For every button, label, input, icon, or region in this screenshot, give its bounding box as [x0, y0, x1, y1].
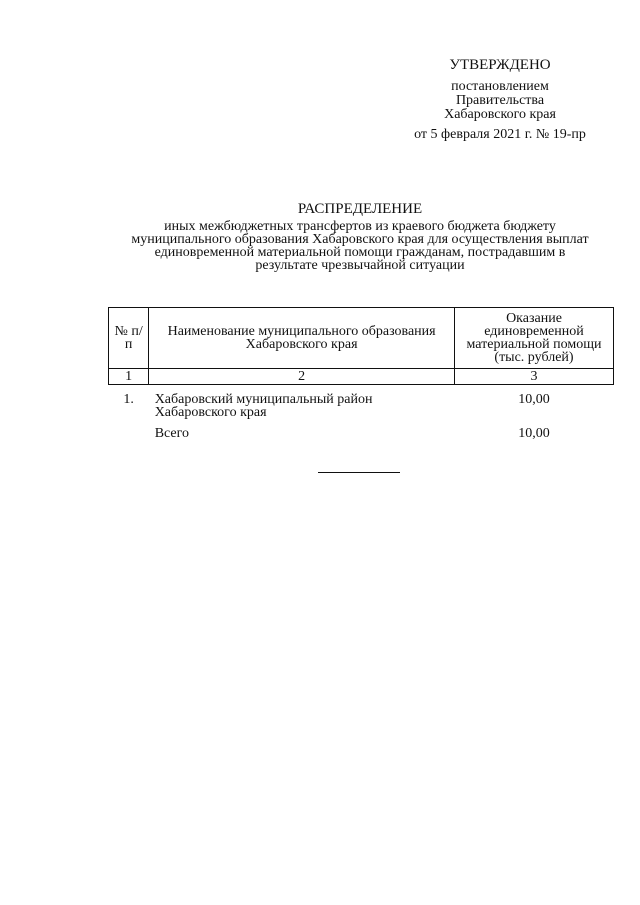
- header-amount: Оказание единовременной материальной помощи (тыс. рублей): [455, 308, 614, 369]
- column-number-1: 1: [109, 369, 149, 385]
- table-row: [109, 385, 614, 421]
- header-number: № п/п: [109, 308, 149, 369]
- column-number-3: 3: [455, 369, 614, 385]
- document-subtitle: иных межбюджетных трансфертов из краевого бюджета бюджету муниципального образования Хабаровского края для осуществления выплат единовременной материальной помощи гражданам, пострадавшим в результате чрезвычайной ситуации: [131, 219, 589, 273]
- approval-line-1: постановлением: [451, 79, 549, 94]
- column-numbers-row: [109, 369, 614, 385]
- document-title-block: [100, 201, 620, 272]
- approval-block: [400, 58, 600, 142]
- closing-divider: [318, 472, 400, 473]
- approval-line-3: Хабаровского края: [444, 107, 556, 122]
- column-number-2: 2: [149, 369, 455, 385]
- table-header-row: [109, 308, 614, 369]
- approval-stamp: УТВЕРЖДЕНО: [449, 57, 551, 73]
- header-name: Наименование муниципального образования Хабаровского края: [149, 308, 455, 369]
- row-name: Хабаровский муниципальный район Хабаровского края: [154, 392, 373, 420]
- approval-date: от 5 февраля 2021 г. № 19-пр: [414, 127, 586, 142]
- document-title: РАСПРЕДЕЛЕНИЕ: [297, 201, 423, 217]
- approval-line-2: Правительства: [455, 93, 545, 108]
- table-total-row: [109, 420, 614, 441]
- row-number: 1.: [123, 392, 134, 407]
- total-label: Всего: [154, 426, 190, 441]
- total-empty-cell: [109, 420, 149, 441]
- row-amount: 10,00: [518, 392, 550, 407]
- distribution-table: [108, 307, 614, 441]
- total-amount: 10,00: [518, 426, 550, 441]
